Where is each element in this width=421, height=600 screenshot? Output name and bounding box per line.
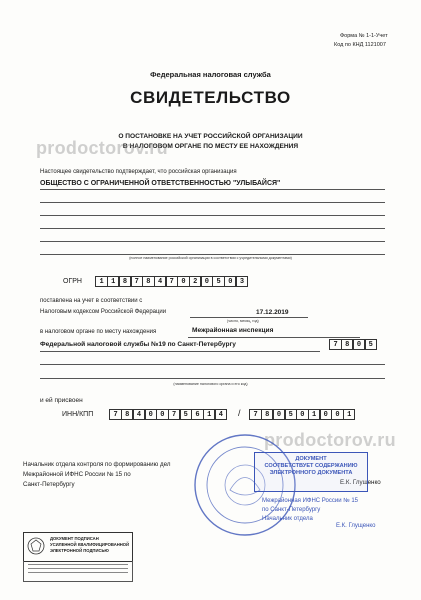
stamp-office: Межрайонная ИФНС России № 15 (262, 498, 359, 504)
stamp-line2: СООТВЕТСТВУЕТ СОДЕРЖАНИЮ (264, 463, 358, 469)
inn-kpp-label: ИНН/КПП (62, 411, 94, 418)
org-line-3 (40, 215, 385, 216)
tax-office-line2 (40, 364, 385, 365)
kpp-digit: 0 (331, 409, 343, 420)
registered-text: поставлена на учет в соответствии с (40, 298, 143, 304)
inn-kpp-separator: / (238, 408, 241, 418)
inn-digit: 6 (191, 409, 203, 420)
tax-office-code-cells (330, 339, 377, 350)
org-caption: (полное наименование российской организации в соответствии с учредительными документами) (129, 256, 292, 260)
signer-name: Е.К. Глущенко (340, 479, 381, 486)
signer-line2: Межрайонной ИФНС России № 15 по (23, 471, 131, 478)
date-caption: (число, месяц, год) (227, 319, 259, 323)
signer-line3: Санкт-Петербургу (23, 481, 75, 488)
org-line-2 (40, 202, 385, 203)
kpp-digit: 5 (285, 409, 297, 420)
kpp-digit: 0 (273, 409, 285, 420)
org-line-6 (40, 254, 385, 255)
kpp-digit: 0 (296, 409, 308, 420)
tax-office-line0 (188, 337, 360, 338)
tax-office-text: в налоговом органе по месту нахождения (40, 329, 157, 335)
ogrn-digit: 4 (154, 276, 166, 287)
emblem-icon (26, 536, 46, 556)
document-title: СВИДЕТЕЛЬСТВО (130, 88, 291, 107)
knd-code: Код по КНД 1121007 (334, 42, 386, 48)
tax-office-line1 (40, 351, 320, 352)
office-digit: 0 (353, 339, 365, 350)
esign-title3: ЭЛЕКТРОННОЙ ПОДПИСЬЮ (50, 548, 109, 553)
ogrn-digit: 8 (142, 276, 154, 287)
inn-digit: 5 (180, 409, 192, 420)
watermark-top: prodoctorov.ru (36, 138, 168, 158)
stamp-line3: ЭЛЕКТРОННОГО ДОКУМЕНТА (269, 470, 353, 476)
inn-digit: 1 (203, 409, 215, 420)
office-digit: 8 (341, 339, 353, 350)
ogrn-cells (96, 276, 248, 287)
stamp-line1: ДОКУМЕНТ (295, 456, 327, 462)
inn-digit: 0 (156, 409, 168, 420)
inn-digit: 4 (133, 409, 145, 420)
esign-details (23, 561, 133, 582)
tax-office-line3 (40, 378, 385, 379)
org-line-4 (40, 228, 385, 229)
date-line (190, 317, 308, 318)
agency-name: Федеральная налоговая служба (150, 70, 271, 79)
kpp-digit: 7 (249, 409, 261, 420)
tax-office-caption: (наименование налогового органа и его код) (173, 382, 248, 386)
org-line-5 (40, 241, 385, 242)
code-text: Налоговым кодексом Российской Федерации (40, 309, 167, 315)
tax-office-name1: Межрайонная инспекция (192, 327, 274, 334)
inn-cells (110, 409, 227, 420)
inn-digit: 4 (215, 409, 227, 420)
kpp-digit: 1 (308, 409, 320, 420)
ogrn-digit: 3 (236, 276, 248, 287)
stamp-name: Е.К. Глущенко (336, 523, 376, 529)
inn-digit: 8 (121, 409, 133, 420)
ogrn-digit: 1 (107, 276, 119, 287)
ogrn-digit: 2 (189, 276, 201, 287)
assigned-text: и ей присвоен (40, 397, 83, 404)
esign-block (23, 532, 133, 562)
kpp-digit: 1 (343, 409, 355, 420)
inn-digit: 0 (145, 409, 157, 420)
esign-title2: УСИЛЕННОЙ КВАЛИФИЦИРОВАННОЙ (50, 542, 130, 547)
conformity-stamp (254, 452, 368, 492)
kpp-cells (250, 409, 355, 420)
form-number: Форма № 1-1-Учет (340, 33, 388, 39)
office-digit: 5 (365, 339, 377, 350)
watermark-bottom: prodoctorov.ru (264, 430, 396, 450)
org-line-1 (40, 189, 385, 190)
ogrn-digit: 7 (166, 276, 178, 287)
ogrn-digit: 7 (131, 276, 143, 287)
ogrn-label: ОГРН (63, 278, 82, 285)
office-digit: 7 (329, 339, 341, 350)
ogrn-digit: 0 (177, 276, 189, 287)
inn-digit: 7 (109, 409, 121, 420)
intro-text: Настоящее свидетельство подтверждает, что российская организация (40, 169, 237, 175)
tax-office-name2: Федеральной налоговой службы №19 по Санкт-Петербургу (40, 341, 236, 348)
ogrn-digit: 5 (212, 276, 224, 287)
ogrn-digit: 1 (95, 276, 107, 287)
subtitle-line1: О ПОСТАНОВКЕ НА УЧЕТ РОССИЙСКОЙ ОРГАНИЗАЦИИ (118, 133, 303, 140)
kpp-digit: 8 (261, 409, 273, 420)
subtitle-line2: В НАЛОГОВОМ ОРГАНЕ ПО МЕСТУ ЕЕ НАХОЖДЕНИЯ (122, 143, 299, 150)
kpp-digit: 0 (320, 409, 332, 420)
ogrn-digit: 8 (119, 276, 131, 287)
stamp-role: Начальник отдела (262, 516, 313, 522)
ogrn-digit: 0 (224, 276, 236, 287)
signer-line1: Начальник отдела контроля по формированию дел (23, 461, 171, 468)
organization-name: ОБЩЕСТВО С ОГРАНИЧЕННОЙ ОТВЕТСТВЕННОСТЬЮ "УЛЫБАЙСЯ" (40, 180, 281, 187)
inn-digit: 7 (168, 409, 180, 420)
ogrn-digit: 0 (201, 276, 213, 287)
registration-date: 17.12.2019 (256, 309, 289, 316)
esign-title1: ДОКУМЕНТ ПОДПИСАН (50, 536, 99, 541)
stamp-city: по Санкт-Петербургу (262, 507, 321, 513)
